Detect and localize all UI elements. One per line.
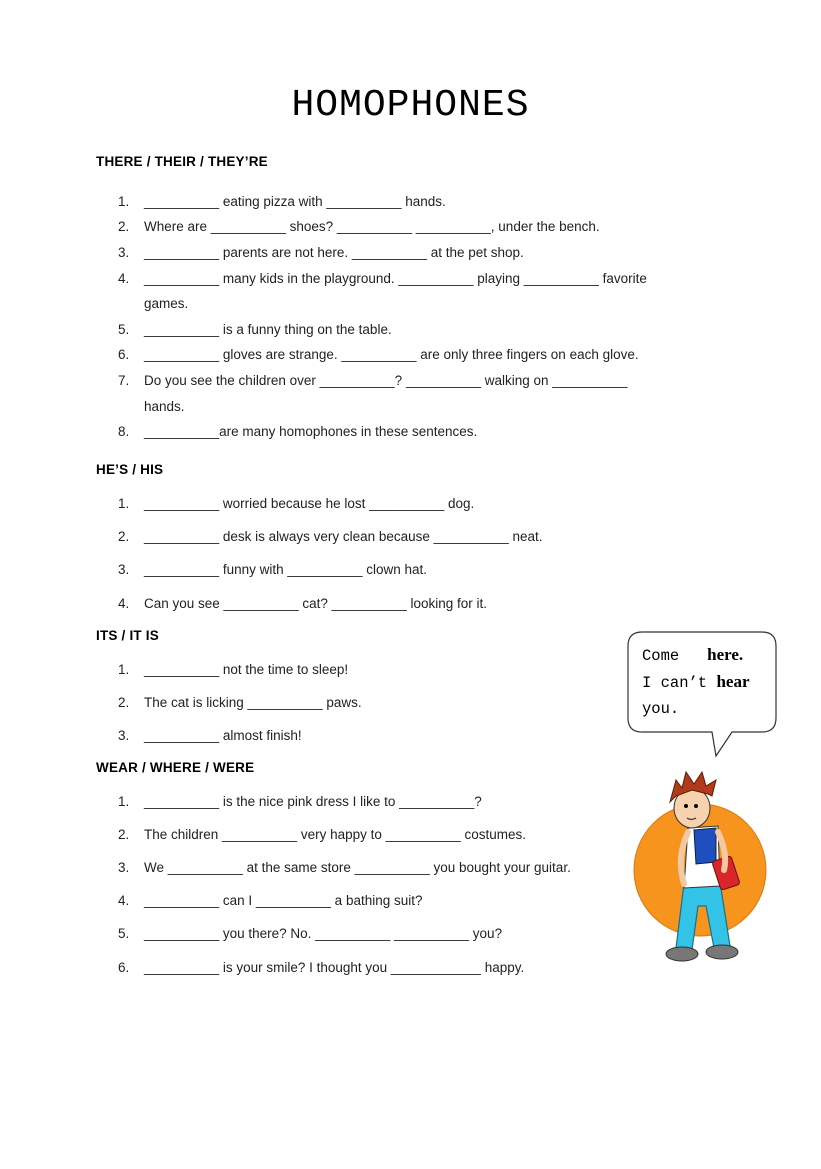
- speech-bubble-text: [642, 642, 772, 722]
- bubble-word: you.: [642, 700, 680, 718]
- item-text: __________ is the nice pink dress I like to __________?: [144, 794, 482, 809]
- item-number: 2.: [118, 219, 130, 234]
- item-text: __________ can I __________ a bathing suit?: [144, 893, 423, 908]
- item-continuation: hands.: [144, 399, 185, 414]
- item-text: Where are __________ shoes? __________ __________, under the bench.: [144, 219, 600, 234]
- item-text: __________ funny with __________ clown hat.: [144, 562, 427, 577]
- eye: [694, 804, 698, 808]
- exercise-item: [118, 214, 728, 239]
- exercise-item: [118, 368, 728, 393]
- item-number: 6.: [118, 960, 130, 975]
- item-number: 1.: [118, 496, 130, 511]
- item-text: __________ is your smile? I thought you ____________ happy.: [144, 960, 525, 975]
- item-text: __________ almost finish!: [144, 728, 302, 743]
- left-shoe: [666, 947, 698, 961]
- item-number: 4.: [118, 271, 130, 286]
- item-number: 3.: [118, 245, 130, 260]
- vest: [694, 828, 716, 864]
- exercise-item: [118, 189, 728, 214]
- item-number: 6.: [118, 347, 130, 362]
- eye: [684, 804, 688, 808]
- exercise-item: [118, 419, 728, 444]
- exercise-item: [118, 342, 728, 367]
- section-heading: HE’S / HIS: [96, 462, 164, 477]
- item-text: __________ desk is always very clean because __________ neat.: [144, 529, 543, 544]
- item-number: 1.: [118, 662, 130, 677]
- speech-bubble: [624, 630, 780, 760]
- section-heading: THERE / THEIR / THEY’RE: [96, 154, 268, 169]
- item-text: __________ eating pizza with __________ hands.: [144, 194, 446, 209]
- item-number: 3.: [118, 728, 130, 743]
- item-text: __________ parents are not here. __________ at the pet shop.: [144, 245, 524, 260]
- item-text: The children __________ very happy to __________ costumes.: [144, 827, 527, 842]
- item-text: Can you see __________ cat? __________ looking for it.: [144, 596, 488, 611]
- item-number: 2.: [118, 827, 130, 842]
- section-heading: ITS / IT IS: [96, 628, 159, 643]
- item-text: __________ is a funny thing on the table.: [144, 322, 392, 337]
- section-heading: WEAR / WHERE / WERE: [96, 760, 255, 775]
- exercise-item: [118, 240, 728, 265]
- boy-illustration: [632, 766, 774, 966]
- item-number: 5.: [118, 322, 130, 337]
- exercise-item: [118, 317, 728, 342]
- item-text: The cat is licking __________ paws.: [144, 695, 362, 710]
- bubble-word: I can’t: [642, 674, 708, 692]
- item-number: 2.: [118, 695, 130, 710]
- right-shoe: [706, 945, 738, 959]
- item-number: 4.: [118, 893, 130, 908]
- item-text: __________ gloves are strange. __________ are only three fingers on each glove.: [144, 347, 639, 362]
- bubble-word: Come: [642, 647, 680, 665]
- item-number: 7.: [118, 373, 130, 388]
- item-number: 3.: [118, 562, 130, 577]
- item-continuation: games.: [144, 296, 189, 311]
- item-text: Do you see the children over __________? __________ walking on __________: [144, 373, 628, 388]
- item-text: __________ worried because he lost __________ dog.: [144, 496, 475, 511]
- exercise-item: [118, 524, 728, 549]
- item-number: 1.: [118, 794, 130, 809]
- item-number: 4.: [118, 596, 130, 611]
- item-text: We __________ at the same store __________ you bought your guitar.: [144, 860, 571, 875]
- item-number: 8.: [118, 424, 130, 439]
- exercise-item: [118, 266, 728, 291]
- page-title: HOMOPHONES: [291, 84, 530, 127]
- item-number: 1.: [118, 194, 130, 209]
- item-text: __________ many kids in the playground. __________ playing __________ favorite: [144, 271, 647, 286]
- bubble-word-bold: hear: [716, 672, 750, 691]
- item-text: __________ not the time to sleep!: [144, 662, 349, 677]
- item-text: __________ you there? No. __________ __________ you?: [144, 926, 503, 941]
- exercise-item: [118, 491, 728, 516]
- bubble-word-bold: here.: [707, 645, 744, 664]
- item-number: 3.: [118, 860, 130, 875]
- item-text: __________are many homophones in these sentences.: [144, 424, 478, 439]
- exercise-item: [118, 591, 728, 616]
- item-number: 5.: [118, 926, 130, 941]
- item-number: 2.: [118, 529, 130, 544]
- exercise-item: [118, 557, 728, 582]
